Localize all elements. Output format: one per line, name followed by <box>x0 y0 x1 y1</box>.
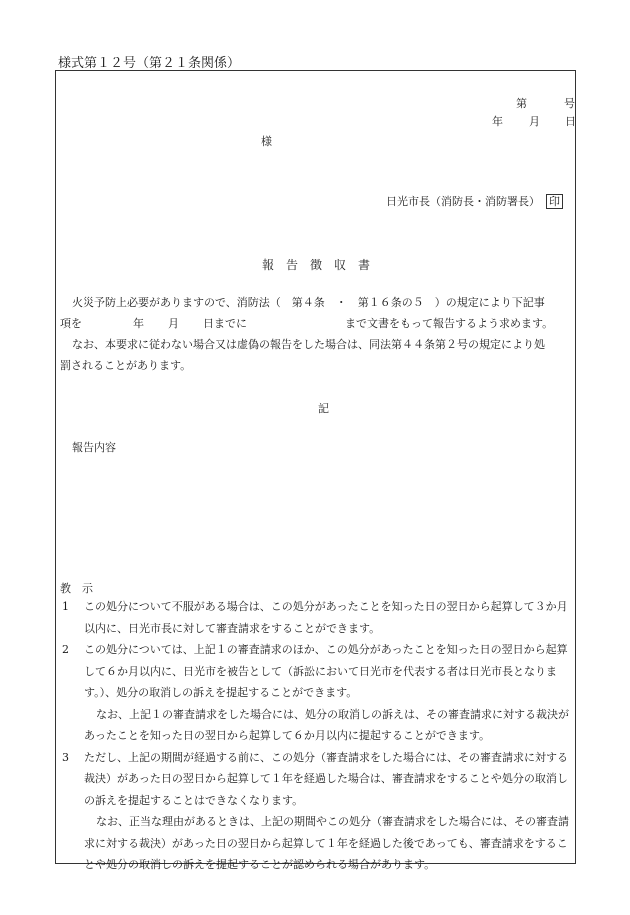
date-month: 月 <box>529 115 540 128</box>
notice-item-number: 3 <box>62 750 69 764</box>
request-deadline-day: 日までに <box>203 317 247 330</box>
notice-item-text: この処分について不服がある場合は、この処分があったことを知った日の翌日から起算して３か月以内に、日光市長に対して審査請求をすることができます。 <box>84 600 568 635</box>
seal-mark: 印 <box>546 194 563 209</box>
notice-item-text: なお、正当な理由があるときは、上記の期間やこの処分（審査請求をした場合には、その審査請求に対する裁決）があった日の翌日から起算して１年を経過した後であっても、審査請求をすることや処分の取消しの訴えを提起することが認められる場合があります。 <box>84 815 569 871</box>
request-deadline-year: 年 <box>133 317 144 330</box>
doc-no-dai: 第 <box>516 97 527 110</box>
notice-item-text: この処分については、上記１の審査請求のほか、この処分があったことを知った日の翌日から起算して６か月以内に、日光市を被告として（訴訟において日光市を代表する者は日光市長となります。）、処分の取消しの訴えを提起することができます。 <box>84 643 568 699</box>
request-line-2a: 項を <box>60 317 82 330</box>
notice-item-number: 2 <box>62 643 69 656</box>
notice-item-3 <box>62 747 572 812</box>
notice-item-1 <box>62 596 572 639</box>
form-label: 様式第１２号（第２１条関係） <box>58 56 241 71</box>
issuer <box>386 194 563 209</box>
request-line-1: 火災予防上必要がありますので、消防法（ 第４条 ・ 第１６条の５ ）の規定により下記事 <box>72 296 545 309</box>
addressee-suffix: 様 <box>261 135 272 148</box>
notice-body <box>62 596 572 876</box>
report-contents-label: 報告内容 <box>72 441 116 454</box>
ki-mark: 記 <box>318 402 329 415</box>
doc-no-go: 号 <box>564 97 575 110</box>
document-title: 報 告 徴 収 書 <box>262 258 371 272</box>
notice-item-2-note <box>62 704 572 747</box>
date-year: 年 <box>492 115 503 128</box>
date-day: 日 <box>565 115 576 128</box>
request-deadline-month: 月 <box>168 317 179 330</box>
request-line-4: 罰されることがあります。 <box>60 359 192 372</box>
notice-item-3-note <box>62 811 572 876</box>
notice-item-text: なお、上記１の審査請求をした場合には、処分の取消しの訴えは、その審査請求に対する裁決があったことを知った日の翌日から起算して６か月以内に提起することができます。 <box>84 707 569 742</box>
notice-item-text: ただし、上記の期間が経過する前に、この処分（審査請求をした場合には、その審査請求に対する裁決）があった日の翌日から起算して１年を経過した場合は、審査請求をすることや処分の取消しの訴えを提起することはできなくなります。 <box>84 750 568 807</box>
issuer-name: 日光市長（消防長・消防署長） <box>386 195 540 208</box>
notice-item-number: 1 <box>62 600 69 613</box>
request-line-3: なお、本要求に従わない場合又は虚偽の報告をした場合は、同法第４４条第２号の規定により処 <box>72 338 545 351</box>
request-line-2b: まで文書をもって報告するよう求めます。 <box>345 317 554 330</box>
notice-heading: 教 示 <box>60 582 93 595</box>
notice-item-2 <box>62 639 572 704</box>
